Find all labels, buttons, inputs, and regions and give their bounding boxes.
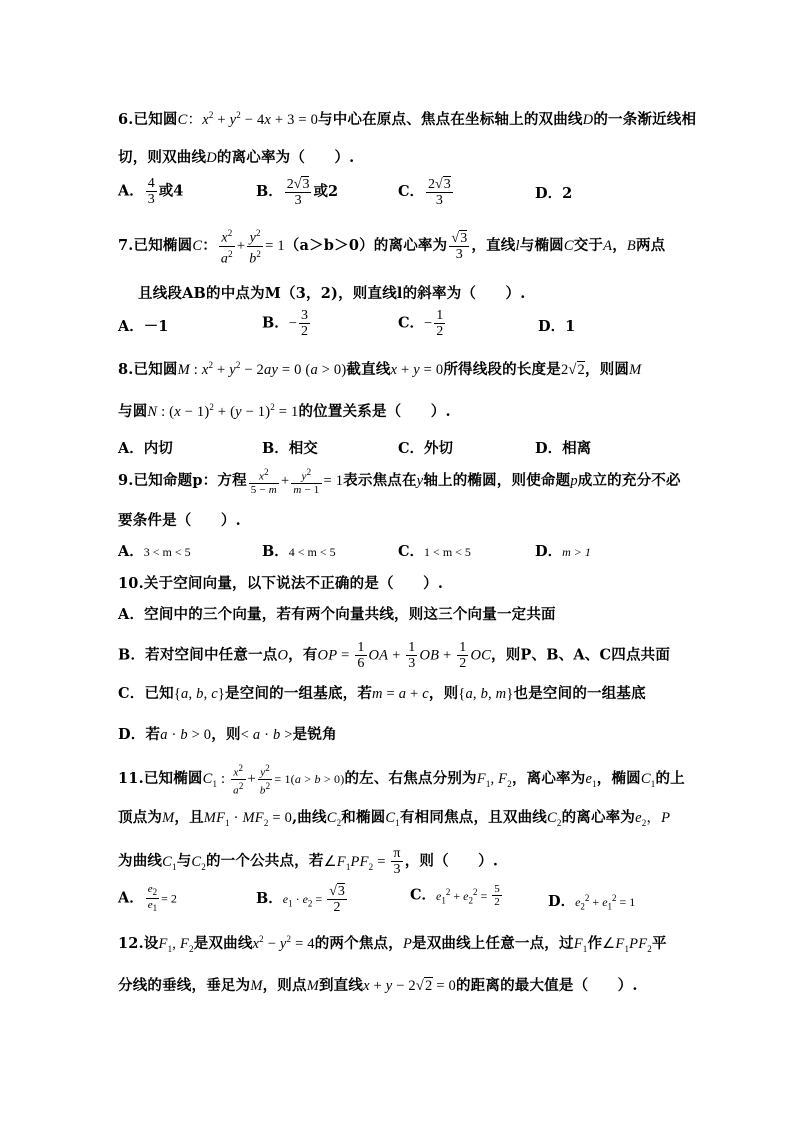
math-expr: $x^2 - y^2 = 4$ — [252, 934, 315, 952]
q6-option-c — [398, 176, 455, 208]
math-expr: $C_1$ : — [202, 771, 230, 790]
q7-line2: 且线段AB的中点为M（3，2)，则直线l的斜率为（ ）. — [138, 285, 526, 302]
q7-text: ，直线 — [471, 237, 516, 255]
q7-text: 交于 — [573, 237, 604, 255]
q11-text: ，则（ ）. — [404, 852, 499, 870]
math-frac: $\frac{x^2}{a^2}$ — [220, 228, 233, 267]
q7-text: 7.已知椭圆 — [118, 237, 193, 255]
q12-text: 是双曲线上任意一点，过 — [412, 935, 574, 952]
option-label: A． — [118, 543, 144, 560]
q11-text: ,曲线 — [292, 809, 327, 826]
q11-text: ，且 — [174, 809, 204, 826]
q10-stem: 10.关于空间向量，以下说法不正确的是（ ）. — [118, 575, 444, 592]
q11-line3: 为曲线$C_1$与$C_2$的一个公共点，若$\angle F_1PF_2$ = $\frac{\pi}{3}$ ，则（ ）. — [118, 846, 499, 877]
q10-option-d — [118, 723, 337, 744]
math-frac: $\frac{\pi}{3}$ — [393, 846, 401, 877]
option-label: B． — [256, 890, 283, 907]
q12-text: 是双曲线 — [193, 935, 253, 952]
math-expr: m = a + c — [372, 686, 429, 702]
math-expr: 2√2 — [560, 362, 585, 378]
q6-text: 切，则双曲线 — [118, 149, 207, 166]
q9-text: 9.已知命题p：方程 — [118, 471, 247, 489]
option-value: 1 < m < 5 — [424, 545, 471, 559]
q10-text: ，则P、B、A、C四点共面 — [491, 646, 671, 664]
q7-text: 与椭圆 — [519, 237, 564, 255]
q8-text: 与圆 — [118, 403, 148, 420]
option-label: A． — [118, 182, 144, 200]
q11-text: ，椭圆 — [596, 770, 641, 788]
q7-option-c: C．− $\frac{1}{2}$ — [398, 308, 444, 339]
q7-text: 两点 — [635, 237, 666, 255]
q7-option-d: D．1 — [538, 318, 576, 335]
q6-text: 6.已知圆 — [118, 111, 178, 128]
q11-option-d: D．$e_2^2 + e_1^2 = 1$ — [548, 893, 636, 912]
q10-text: 是空间的一组基底，若 — [225, 685, 373, 702]
math-frac: $\frac{3}{2}$ — [300, 308, 308, 339]
q8-option-a: A．内切 — [118, 440, 173, 457]
q8-line1: 8.已知圆M : $x^2 + y^2 - 2ay = 0$ (a > 0)截直线x + y = 0所得线段的长度是2√2，则圆M — [118, 360, 642, 378]
q10-text: 也是空间的一组基底 — [513, 685, 646, 702]
math-frac: $\frac{1}{2}$ — [436, 308, 444, 339]
q8-option-b: B．相交 — [262, 440, 318, 457]
q11-text: 和椭圆 — [341, 809, 386, 826]
math-frac: $\frac{5}{2}$ — [494, 883, 500, 908]
q10-option-a: A．空间中的三个向量，若有两个向量共线，则这三个向量一定共面 — [118, 606, 556, 623]
q11-text: 11.已知椭圆 — [118, 770, 203, 788]
q8-text: 的位置关系是（ ）. — [298, 403, 451, 420]
math-expr: a · b > 0 — [160, 727, 212, 743]
option-label: C． — [398, 183, 425, 200]
math-frac: $\frac{√3}{3}$ — [451, 231, 468, 263]
q10-text: 是锐角 — [292, 726, 337, 743]
option-label: B． — [262, 314, 289, 332]
math-expr: ：$x^2 + y^2 - 4x + 3 = 0$ — [187, 110, 319, 128]
q11-text: 的离心率为 — [561, 809, 636, 826]
q9-option-b — [262, 540, 336, 561]
math-expr: $MF_1 \cdot MF_2 = 0$ — [203, 810, 293, 828]
q12-text: 的距离的最大值是（ ）. — [455, 977, 638, 994]
q12-text: ，则点 — [262, 977, 307, 994]
option-label: B． — [256, 183, 283, 200]
q6-option-b — [256, 176, 338, 208]
q6-text: 的离心率为（ ）. — [216, 149, 355, 166]
math-expr: OP = — [317, 647, 354, 664]
math-expr: C — [192, 238, 203, 255]
math-expr: C — [177, 112, 188, 128]
math-expr: {a, b, c} — [173, 686, 226, 702]
math-frac: $\frac{4}{3}$ — [147, 176, 155, 207]
math-expr: M : $x^2 + y^2 - 2ay = 0$ (a > 0) — [177, 360, 347, 378]
q11-option-b: B．$e_1 \cdot e_2$ = $\frac{√3}{2}$ — [256, 884, 345, 915]
math-frac: $\frac{√3}{2}$ — [329, 884, 345, 915]
q12-line2: 分线的垂线，垂足为M，则点M到直线x + y − 2√2 = 0的距离的最大值是（ ）. — [118, 977, 638, 994]
q11-option-c: C．$e_1^2 + e_2^2$ = $\frac{5}{2}$ — [410, 883, 500, 908]
q11-text: ，离心率为 — [511, 770, 586, 788]
q10-text: D．若 — [118, 726, 161, 743]
q11-line2: 顶点为M，且$MF_1 \cdot MF_2 = 0$,曲线$C_2$和椭圆$C_1$有相同焦点，且双曲线$C_2$的离心率为$e_2$，P — [118, 809, 671, 828]
q11-text: 有相同焦点，且双曲线 — [399, 809, 547, 826]
q7-line1: 7.已知椭圆C： $\frac{x^2}{a^2}$ + $\frac{y^2}{b^2}$ = 1（a＞b＞0）的离心率为 $\frac{√3}{3}$ ，直线l与椭圆C交于A，B两点 — [118, 228, 666, 267]
q10-text: B．若对空间中任意一点 — [118, 646, 278, 664]
q12-text: 的两个焦点， — [314, 935, 403, 952]
q12-line1: 12.设$F_1$, $F_2$是双曲线$x^2 - y^2 = 4$的两个焦点，P是双曲线上任意一点，过$F_1$作$\angle F_1PF_2$平 — [118, 934, 667, 954]
q9-option-d — [535, 540, 591, 561]
q10-option-b: B．若对空间中任意一点O，有OP = $\frac{1}{6}$ OA + $\frac{1}{3}$ OB + $\frac{1}{2}$ OC，则P、B、A、C四点共面 — [118, 640, 671, 671]
math-expr: $\angle F_1PF_2$ = — [323, 853, 390, 872]
q8-line2 — [118, 400, 451, 421]
option-value: 4 < m < 5 — [288, 545, 336, 559]
q7-text: （a＞b＞0）的离心率为 — [284, 237, 448, 255]
q6-option-a — [118, 176, 183, 207]
math-frac: $\frac{1}{6}$ — [357, 640, 365, 671]
q12-text: 作 — [587, 935, 603, 952]
q11-text: 与 — [176, 852, 192, 870]
option-text: 或2 — [313, 183, 339, 200]
q9-line1: 9.已知命题p：方程 $\frac{x^2}{5 - m}$ + $\frac{y^2}{m - 1}$ = 1表示焦点在y轴上的椭圆，则使命题p成立的充分不必 — [118, 467, 681, 496]
q9-text: 表示焦点在 — [343, 471, 417, 489]
option-label: C． — [398, 543, 425, 560]
q11-text: 为曲线 — [118, 852, 163, 870]
option-label: D．2 — [535, 185, 573, 202]
q9-option-a — [118, 540, 191, 561]
math-expr: < a · b > — [240, 727, 293, 743]
q6-text: 与中心在原点、焦点在坐标轴上的双曲线 — [318, 111, 583, 128]
q6-line1 — [118, 108, 696, 129]
q11-option-a: A． $\frac{e_2}{e_1}$ = 2 — [118, 883, 177, 914]
q7-option-b: B．− $\frac{3}{2}$ — [262, 308, 308, 339]
math-expr: {a, b, m} — [458, 686, 514, 702]
option-label: C． — [398, 314, 425, 332]
q11-text: 的一个公共点，若 — [205, 852, 324, 870]
option-label: D． — [548, 893, 576, 910]
q9-text: 轴上的椭圆，则使命题 — [423, 471, 571, 489]
option-value: m > 1 — [562, 545, 591, 559]
q10-option-c — [118, 682, 646, 703]
q8-text: 截直线 — [346, 361, 391, 378]
q11-text: 顶点为 — [118, 809, 163, 826]
q9-text: 成立的充分不必 — [577, 471, 681, 489]
option-label: A． — [118, 889, 144, 907]
q9-option-c — [398, 540, 471, 561]
q6-text: 的一条渐近线相 — [593, 111, 697, 128]
q6-option-d — [535, 182, 572, 203]
math-expr: N : $(x - 1)^2 + (y - 1)^2 = 1$ — [147, 402, 299, 420]
option-label: D． — [535, 543, 563, 560]
q10-text: ，则 — [428, 685, 459, 702]
math-frac: $\frac{y^2}{m - 1}$ — [293, 467, 320, 496]
q10-text: ，有 — [288, 646, 318, 664]
q11-text: 的上 — [655, 770, 685, 788]
math-frac: $\frac{x^2}{5 - m}$ — [250, 467, 277, 496]
q12-text: 平 — [651, 935, 667, 952]
math-frac: $\frac{e_2}{e_1}$ — [147, 883, 158, 914]
math-expr: x + y − 2√2 = 0 — [363, 978, 456, 994]
option-text: 或4 — [158, 182, 184, 200]
q11-text: 的左、右焦点分别为 — [344, 770, 477, 788]
q12-text: 分线的垂线，垂足为 — [118, 977, 251, 994]
q6-line2 — [118, 146, 354, 167]
option-label: C． — [410, 886, 437, 904]
math-frac: $\frac{1}{2}$ — [459, 640, 467, 671]
math-frac: $\frac{y^2}{b^2}$ — [249, 228, 262, 267]
q8-option-c: C．外切 — [398, 440, 454, 457]
q8-text: 所得线段的长度是 — [443, 361, 561, 378]
math-frac: $\frac{2√3}{3}$ — [428, 177, 451, 208]
math-frac: $\frac{y^2}{b^2}$ — [259, 763, 271, 797]
option-label: B． — [262, 543, 289, 560]
math-expr: x + y = 0 — [390, 362, 444, 378]
option-value: 3 < m < 5 — [143, 545, 191, 559]
q11-line1: 11.已知椭圆$C_1$ : $\frac{x^2}{a^2}$ + $\frac{y^2}{b^2}$ = 1(a > b > 0)的左、右焦点分别为$F_1$, $F_2$，离心率为$e_1$，椭圆$C_1$的上 — [118, 763, 685, 797]
math-expr: D — [582, 112, 594, 128]
q9-line2: 要条件是（ ）. — [118, 512, 241, 529]
math-frac: $\frac{2√3}{3}$ — [286, 177, 310, 208]
q8-text: ，则圆 — [585, 361, 630, 378]
q12-text: 到直线 — [318, 977, 364, 994]
q10-text: C．已知 — [118, 685, 174, 702]
math-expr: D — [206, 150, 217, 166]
q8-option-d: D．相离 — [535, 440, 592, 457]
q7-option-a: A．－1 — [118, 318, 169, 335]
q10-text: ，则 — [211, 726, 241, 743]
math-frac: $\frac{x^2}{a^2}$ — [233, 763, 244, 797]
q12-text: 12.设 — [118, 935, 159, 952]
math-frac: $\frac{1}{3}$ — [408, 640, 416, 671]
q8-text: 8.已知圆 — [118, 361, 178, 378]
